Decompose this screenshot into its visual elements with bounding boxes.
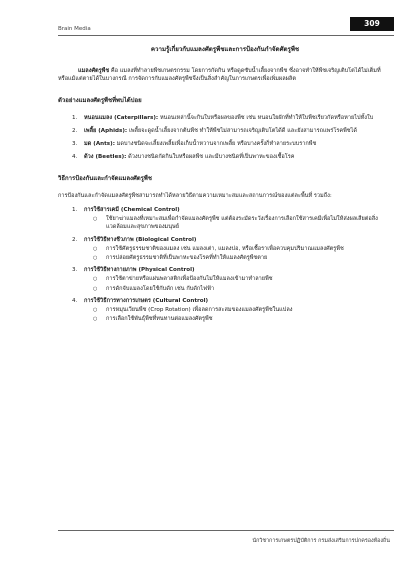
method-sub-item bbox=[58, 245, 392, 253]
circle-bullet-icon: ○ bbox=[93, 216, 98, 223]
circle-bullet-icon: ○ bbox=[93, 316, 98, 323]
example-desc: เพลี้ยจะดูดน้ำเลี้ยงจากต้นพืช ทำให้พืชไม่สามารถเจริญเติบโตได้ดี และยังสามารถแพร่โรคพืชได้ bbox=[127, 128, 357, 135]
circle-bullet-icon: ○ bbox=[93, 276, 98, 283]
methods-heading: วิธีการป้องกันและกำจัดแมลงศัตรูพืช bbox=[58, 174, 152, 182]
method-sub-text: การดักจับแมลงโดยใช้กับดัก เช่น กับดักไฟฟ้า bbox=[106, 285, 215, 292]
example-number: 1. bbox=[72, 114, 78, 121]
method-sub-text: การเลือกใช้พันธุ์พืชที่ทนทานต่อแมลงศัตรูพืช bbox=[106, 316, 213, 323]
example-number: 4. bbox=[72, 154, 78, 161]
intro-term: แมลงศัตรูพืช bbox=[78, 68, 110, 75]
footer-divider bbox=[58, 530, 394, 531]
method-number: 1. bbox=[72, 207, 78, 214]
method-sub-item bbox=[58, 215, 392, 231]
method-number: 4. bbox=[72, 297, 78, 304]
example-name: เพลี้ย (Aphids): bbox=[84, 128, 128, 135]
method-sub-item bbox=[58, 315, 392, 323]
header-publisher: Brain Media bbox=[58, 26, 91, 32]
method-sub-item bbox=[58, 275, 392, 283]
example-item bbox=[58, 140, 392, 148]
example-name: ด้วง (Beetles): bbox=[84, 154, 127, 161]
examples-list bbox=[58, 114, 392, 162]
example-number: 3. bbox=[72, 141, 78, 148]
circle-bullet-icon: ○ bbox=[93, 285, 98, 292]
example-name: หนอนแมลง (Caterpillars): bbox=[84, 114, 159, 121]
circle-bullet-icon: ○ bbox=[93, 245, 98, 252]
method-number: 3. bbox=[72, 267, 78, 274]
method-item bbox=[58, 206, 392, 214]
method-sub-item bbox=[58, 306, 392, 314]
examples-heading: ตัวอย่างแมลงศัตรูพืชที่พบได้บ่อย bbox=[58, 96, 142, 104]
method-number: 2. bbox=[72, 236, 78, 243]
intro-text: คือ แมลงที่ทำลายพืชเกษตรกรรม โดยการกัดกิน หรือดูดซับน้ำเลี้ยงจากพืช ซึ่งอาจทำให้พืชเจริญเติบโตได้ไม่เต็มที่ หรือแม้แต่ตายได้ในบางกรณี การจัดการกับแมลงศัตรูพืชจึงเป็นสิ่งสำคัญในการเกษตรเพื่อเพิ่มผลผลิต bbox=[58, 68, 381, 83]
method-sub-item bbox=[58, 254, 392, 262]
example-number: 2. bbox=[72, 128, 78, 135]
method-item bbox=[58, 297, 392, 305]
page-number: 309 bbox=[350, 17, 394, 31]
method-sub-text: การหมุนเวียนพืช (Crop Rotation) เพื่อลดการสะสมของแมลงศัตรูพืชในแปลง bbox=[106, 307, 293, 314]
example-desc: ด้วงบางชนิดกัดกินใบหรือผลพืช และมีบางชนิดที่เป็นพาหะของเชื้อโรค bbox=[126, 154, 295, 161]
example-name: มด (Ants): bbox=[84, 141, 115, 148]
method-sub-text: การปล่อยศัตรูธรรมชาติที่เป็นพาหะของโรคที่ทำให้แมลงศัตรูพืชตาย bbox=[106, 255, 268, 262]
methods-list bbox=[58, 206, 392, 323]
example-desc: หนอนเหล่านี้จะกินใบหรือผลของพืช เช่น หนอนใยผักที่ทำให้ใบพืชเรียวกัดหรือหายไปทั้งใบ bbox=[158, 114, 374, 121]
footer-text: นักวิชาการเกษตรปฏิบัติการ กรมส่งเสริมการปกครองท้องถิ่น bbox=[252, 538, 390, 544]
page-content bbox=[58, 46, 392, 324]
example-item bbox=[58, 153, 392, 161]
method-title: การใช้วิธีการทางการเกษตร (Cultural Control) bbox=[84, 297, 209, 304]
header-divider bbox=[58, 35, 394, 36]
method-title: การใช้วิธีทางกายภาพ (Physical Control) bbox=[84, 267, 195, 274]
method-title: การใช้สารเคมี (Chemical Control) bbox=[84, 207, 180, 214]
method-item bbox=[58, 236, 392, 244]
methods-intro: การป้องกันและกำจัดแมลงศัตรูพืชสามารถทำได้หลายวิธีตามความเหมาะสมและสถานการณ์ของแต่ละพื้นที่ รวมถึง: bbox=[58, 192, 332, 199]
method-item bbox=[58, 266, 392, 274]
method-sub-text: การใช้ศัตรูธรรมชาติของแมลง เช่น แมลงเต่า, แมลงปอ, หรือเชื้อราเพื่อควบคุมปริมาณแมลงศัตรูพืช bbox=[106, 245, 344, 252]
method-sub-text: การใช้ตาข่ายหรือแผ่นพลาสติกเพื่อป้องกันไม่ให้แมลงเข้ามาทำลายพืช bbox=[106, 276, 273, 283]
circle-bullet-icon: ○ bbox=[93, 255, 98, 262]
method-sub-item bbox=[58, 285, 392, 293]
method-title: การใช้วิธีทางชีวภาพ (Biological Control) bbox=[84, 236, 197, 243]
example-item bbox=[58, 114, 392, 122]
intro-paragraph bbox=[58, 67, 392, 83]
method-sub-text: ใช้ยาฆ่าแมลงที่เหมาะสมเพื่อกำจัดแมลงศัตรูพืช แต่ต้องระมัดระวังเรื่องการเลือกใช้สารเคมีเพื่อไม่ให้ส่งผลเสียต่อสิ่งแวดล้อมและสุขภาพของมนุษย์ bbox=[106, 216, 378, 231]
page-title: ความรู้เกี่ยวกับแมลงศัตรูพืชและการป้องกันกำจัดศัตรูพืช bbox=[150, 46, 300, 53]
example-desc: มดบางชนิดจะเลี้ยงเพลี้ยเพื่อเก็บน้ำหวานจากเพลี้ย หรือบางครั้งก็ทำลายระบบรากพืช bbox=[114, 141, 317, 148]
circle-bullet-icon: ○ bbox=[93, 307, 98, 314]
example-item bbox=[58, 127, 392, 135]
